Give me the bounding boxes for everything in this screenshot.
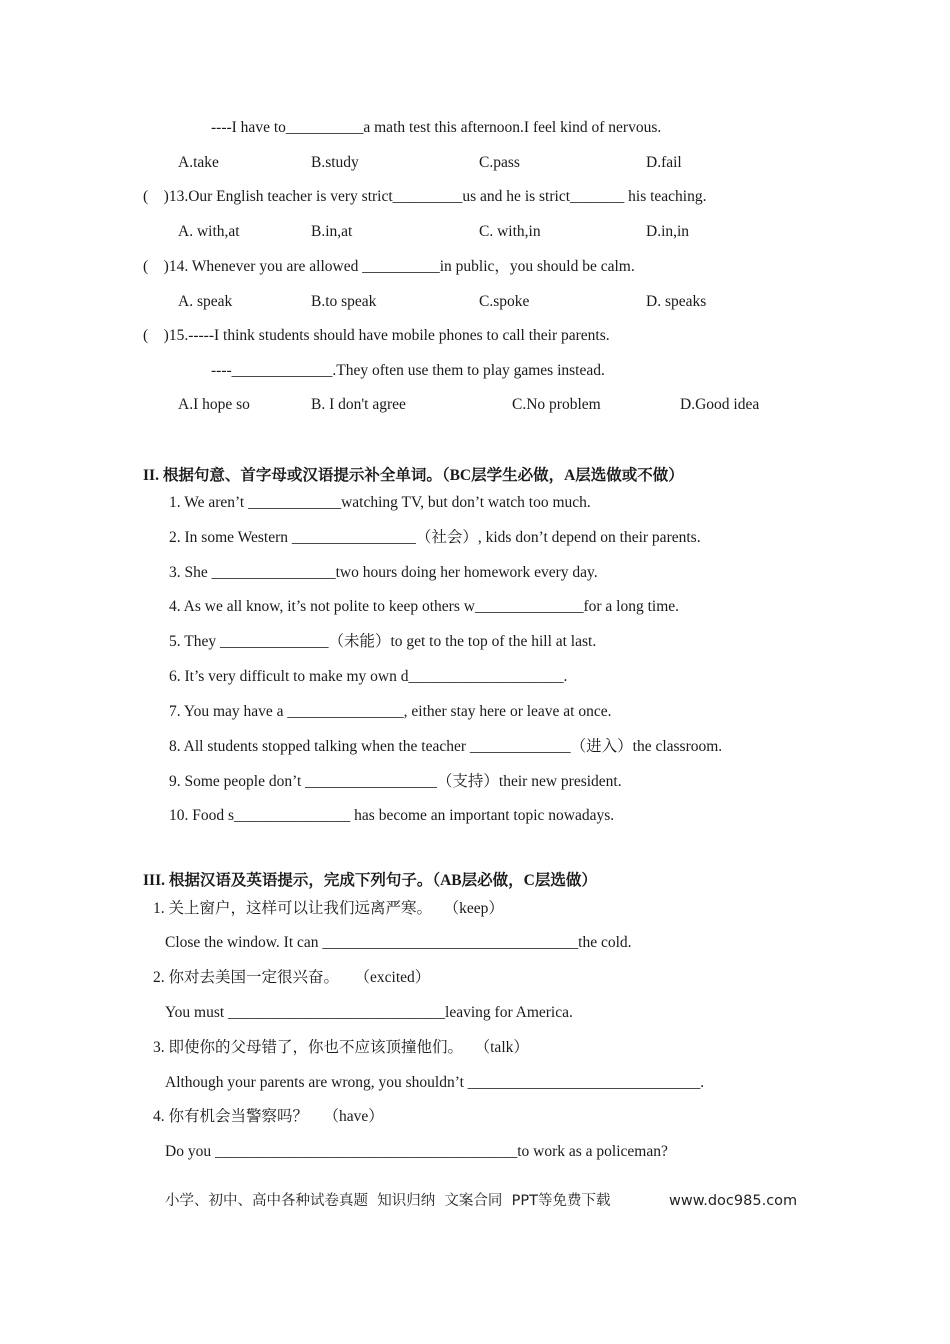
q13-option-d: D.in,in	[646, 223, 690, 240]
section2-heading: II. 根据句意、首字母或汉语提示补全单词。（BC层学生必做，A层选做或不做）	[143, 467, 684, 484]
q13-option-a: A. with,at	[178, 223, 240, 240]
q15-option-c: C.No problem	[512, 396, 601, 413]
q13-option-c: C. with,in	[479, 223, 541, 240]
q14-option-b: B.to speak	[311, 293, 377, 310]
section2-item: 5. They ______________（未能）to get to the top of the hill at last.	[169, 633, 597, 650]
q12-dialog: ----I have to__________a math test this afternoon.I feel kind of nervous.	[211, 119, 662, 136]
section2-item: 7. You may have a _______________, either stay here or leave at once.	[169, 703, 612, 720]
q12-option-d: D.fail	[646, 154, 682, 171]
section3-item-cn: 3. 即使你的父母错了，你也不应该顶撞他们。 （talk）	[153, 1039, 529, 1056]
q13-option-b: B.in,at	[311, 223, 353, 240]
section2-item: 1. We aren’t ____________watching TV, but don’t watch too much.	[169, 494, 591, 511]
section2-item: 10. Food s_______________ has become an important topic nowadays.	[169, 807, 615, 824]
section3-item-en: Close the window. It can _________________________________the cold.	[165, 934, 632, 951]
section2-item: 3. She ________________two hours doing her homework every day.	[169, 564, 598, 581]
q15-option-a: A.I hope so	[178, 396, 250, 413]
q12-option-c: C.pass	[479, 154, 520, 171]
q14-option-a: A. speak	[178, 293, 233, 310]
q14-option-d: D. speaks	[646, 293, 707, 310]
section3-item-en: You must ____________________________leaving for America.	[165, 1004, 573, 1021]
section2-item: 4. As we all know, it’s not polite to keep others w______________for a long time.	[169, 598, 680, 615]
section2-item: 2. In some Western ________________（社会）, kids don’t depend on their parents.	[169, 529, 701, 546]
q13-text: ( )13.Our English teacher is very strict_________us and he is strict_______ his teaching.	[143, 188, 707, 205]
section3-item-en: Although your parents are wrong, you shouldn’t ______________________________.	[165, 1074, 705, 1091]
q14-text: ( )14. Whenever you are allowed __________in public，you should be calm.	[143, 258, 635, 275]
q15-dialog: ----_____________.They often use them to play games instead.	[211, 362, 605, 379]
q15-option-d: D.Good idea	[680, 396, 760, 413]
section3-item-cn: 2. 你对去美国一定很兴奋。 （excited）	[153, 969, 431, 986]
footer-website[interactable]: www.doc985.com	[669, 1193, 798, 1209]
q12-option-b: B.study	[311, 154, 359, 171]
section2-item: 6. It’s very difficult to make my own d____________________.	[169, 668, 568, 685]
section3-heading: III. 根据汉语及英语提示，完成下列句子。（AB层必做，C层选做）	[143, 872, 597, 889]
q12-option-a: A.take	[178, 154, 219, 171]
section3-item-cn: 4. 你有机会当警察吗？ （have）	[153, 1108, 384, 1125]
q14-option-c: C.spoke	[479, 293, 530, 310]
q15-text: ( )15.-----I think students should have mobile phones to call their parents.	[143, 327, 610, 344]
section2-item: 8. All students stopped talking when the teacher _____________（进入）the classroom.	[169, 738, 723, 755]
section3-item-cn: 1. 关上窗户，这样可以让我们远离严寒。 （keep）	[153, 900, 504, 917]
section3-item-en: Do you _______________________________________to work as a policeman?	[165, 1143, 668, 1160]
q15-option-b: B. I don't agree	[311, 396, 406, 413]
section2-item: 9. Some people don’t _________________（支持）their new president.	[169, 773, 622, 790]
footer-promo-text: 小学、初中、高中各种试卷真题 知识归纳 文案合同 PPT等免费下载	[165, 1193, 611, 1209]
